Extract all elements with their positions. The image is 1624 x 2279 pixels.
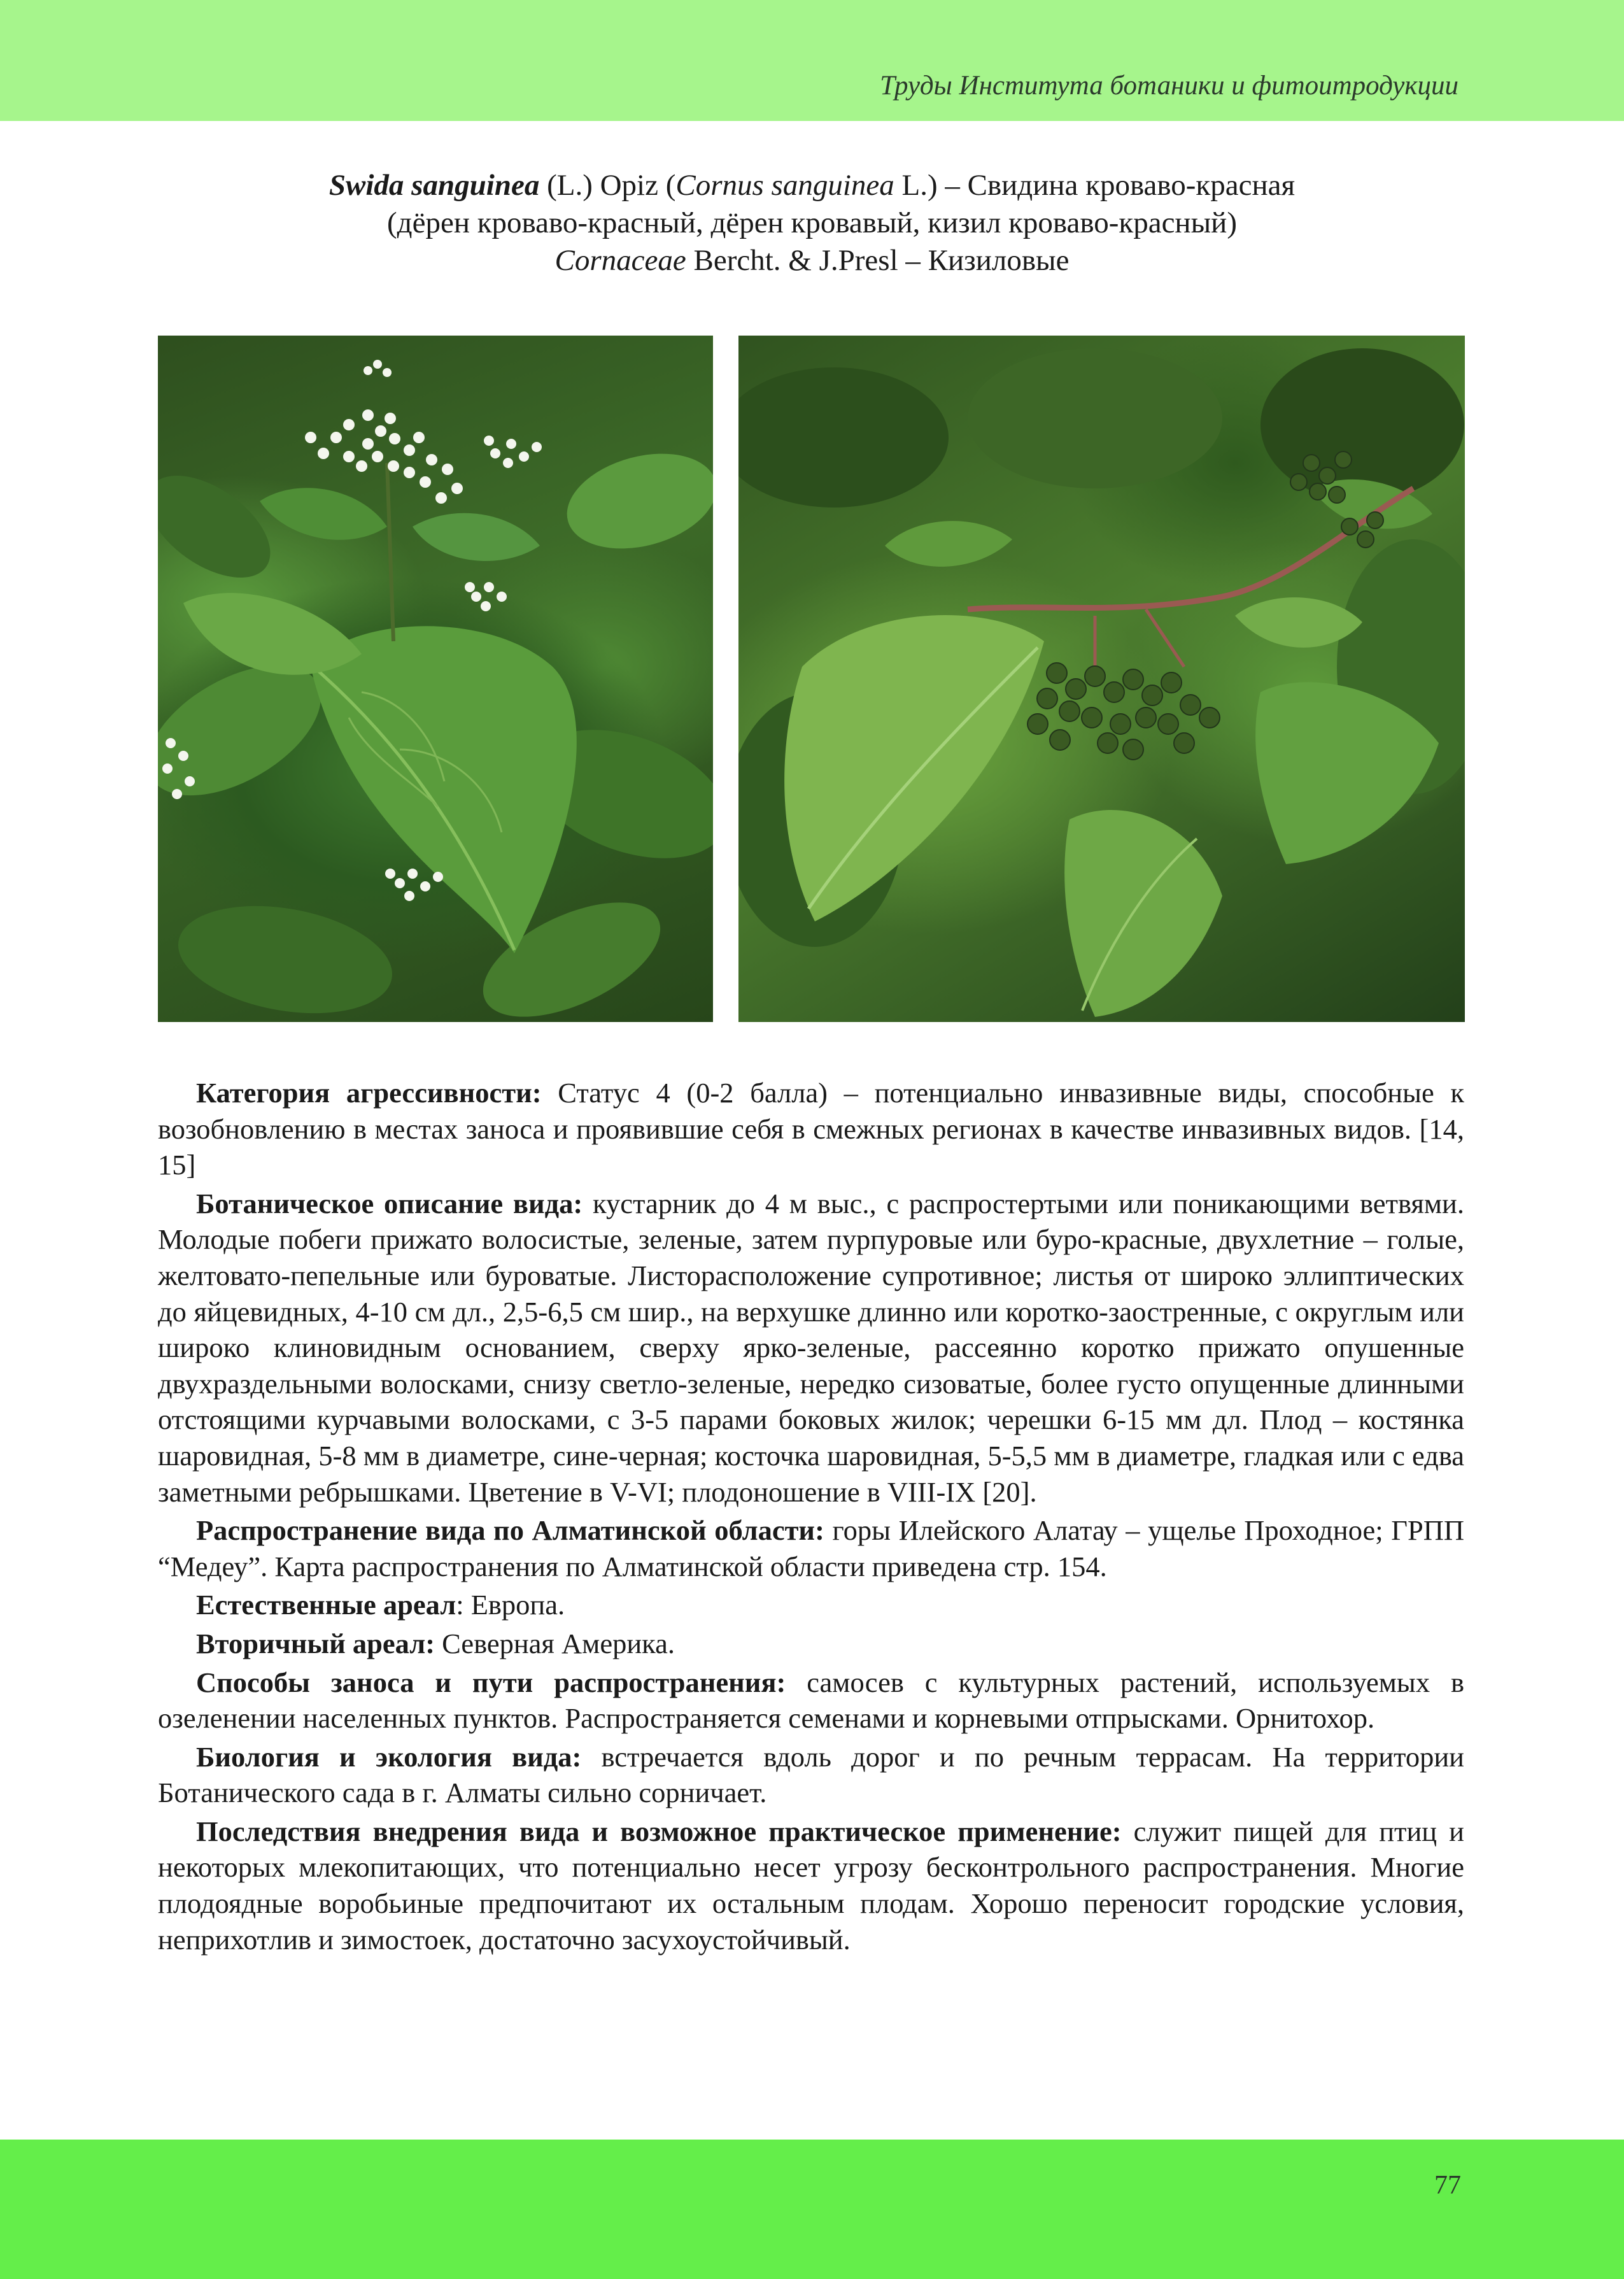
section-label: Последствия внедрения вида и возможное практическое применение: (196, 1815, 1122, 1847)
section-natural-range (158, 1587, 1464, 1623)
section-distribution (158, 1512, 1464, 1584)
title-line-3 (0, 242, 1624, 280)
section-label: Способы заноса и пути распространения: (196, 1666, 786, 1698)
section-biology-ecology (158, 1739, 1464, 1811)
title-line-2: (дёрен кроваво-красный, дёрен кровавый, кизил кроваво-красный) (387, 206, 1237, 239)
section-aggressiveness (158, 1075, 1464, 1183)
family-rest: Bercht. & J.Presl – Кизиловые (686, 244, 1070, 277)
section-label: Распространение вида по Алматинской области: (196, 1514, 824, 1547)
section-text: горы Илейского Алатау – ущелье Проходное; ГРПП “Медеу”. Карта распространения по Алматинской области приведена стр. 154. (158, 1514, 1464, 1582)
section-label: Вторичный ареал: (196, 1627, 435, 1659)
journal-title: Труды Института ботаники и фитоитродукции (880, 71, 1458, 101)
section-introduction-pathways (158, 1665, 1464, 1736)
latin-name: Swida sanguinea (328, 169, 540, 202)
section-text: самосев с культурных растений, используемых в озеленении населенных пунктов. Распространяется семенами и корневыми отпрысками. Орнитохор. (158, 1666, 1464, 1735)
section-text: встречается вдоль дорог и по речным террасам. На территории Ботанического сада в г. Алматы сильно сорничает. (158, 1740, 1464, 1809)
flowering-shrub-illustration (158, 336, 713, 1022)
section-text: : Европа. (456, 1589, 565, 1621)
section-label: Категория агрессивности: (196, 1077, 542, 1109)
synonym-rest: L.) – Свидина кроваво-красная (894, 169, 1296, 202)
fruiting-branch-illustration (738, 336, 1465, 1022)
section-botanical-description (158, 1186, 1464, 1510)
section-text: Северная Америка. (435, 1627, 675, 1659)
section-text: служит пищей для птиц и некоторых млекопитающих, что потенциально несет угрозу бесконтрольного распространения. Многие плодоядные воробьиные предпочитают их остальным плодам. Хорошо переносит городские условия, неприхотлив и зимостоек, достаточно засухоустойчивый. (158, 1815, 1464, 1956)
title-line-1 (0, 167, 1624, 204)
species-title (0, 167, 1624, 280)
header-band (0, 0, 1624, 121)
family-latin: Cornaceae (554, 244, 686, 277)
section-text: Статус 4 (0-2 балла) – потенциально инвазивные виды, способные к возобновлению в местах заноса и проявившие себя в смежных регионах в качестве инвазивных видов. [14, 15] (158, 1077, 1464, 1181)
synonym-name: Cornus sanguinea (675, 169, 894, 202)
section-text: кустарник до 4 м выс., с распростертыми или поникающими ветвями. Молодые побеги прижато волосистые, зеленые, затем пурпуровые или буро-красные, двухлетние – голые, желтовато-пепельные или буроватые. Листорасположение супротивное; листья от широко эллиптических до яйцевидных, 4-10 см дл., 2,5-6,5 см шир., на верхушке длинно или коротко-заостренные, с округлым или широко клиновидным основанием, сверху ярко-зеленые, рассеянно коротко прижато опушенные двухраздельными волосками, снизу светло-зеленые, нередко сизоватые, более густо опущенные длинными отстоящими курчавыми волосками, с 3-5 парами боковых жилок; черешки 6-15 мм дл. Плод – костянка шаровидная, 5-8 мм в диаметре, сине-черная; косточка шаровидная, 5-5,5 мм в диаметре, гладкая или с едва заметными ребрышками. Цветение в V-VI; плодоношение в VIII-IX [20]. (158, 1187, 1464, 1508)
article-body (158, 1075, 1464, 1960)
flowering-shrub-photo (158, 336, 713, 1022)
footer-band (0, 2140, 1624, 2279)
page-number: 77 (1434, 2171, 1461, 2200)
section-label: Ботаническое описание вида: (196, 1187, 583, 1219)
section-label: Биология и экология вида: (196, 1740, 582, 1773)
section-secondary-range (158, 1626, 1464, 1662)
section-consequences (158, 1814, 1464, 1957)
fruiting-branch-photo (738, 336, 1465, 1022)
section-label: Естественные ареал (196, 1589, 456, 1621)
latin-author: (L.) Opiz ( (539, 169, 676, 202)
